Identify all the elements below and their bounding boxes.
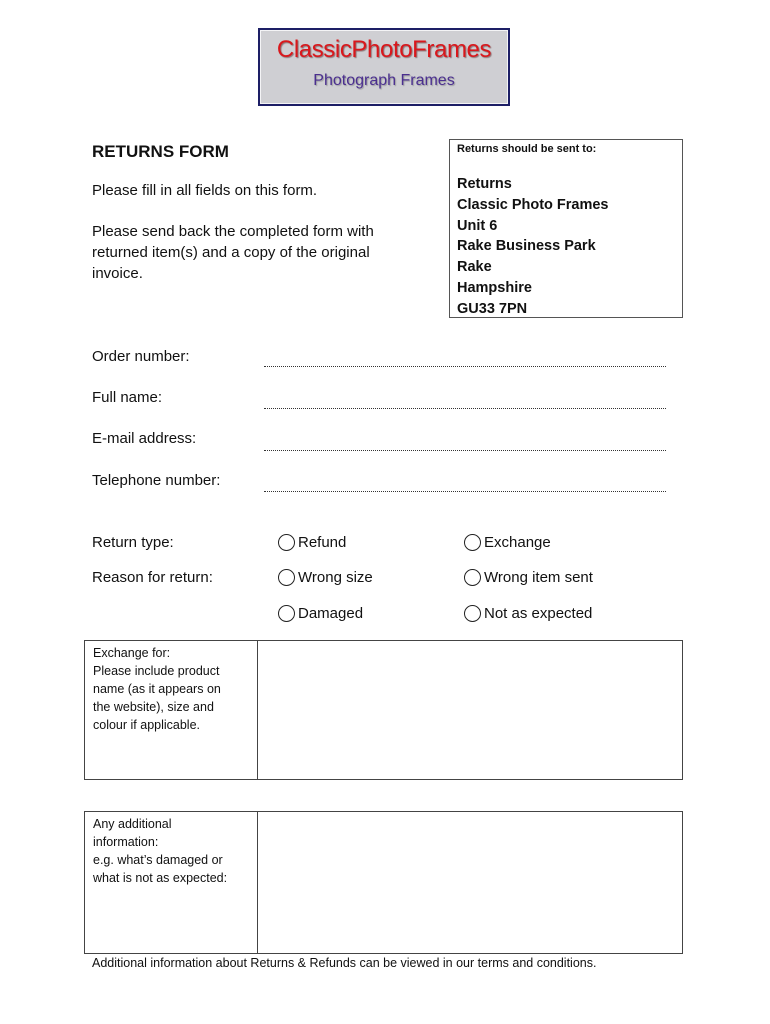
logo-title: ClassicPhotoFrames [276,36,492,63]
company-logo [258,28,510,106]
radio-circle-icon[interactable] [464,605,481,622]
instruction-fill-fields: Please fill in all fields on this form. [92,182,318,199]
exchange-for-input[interactable] [258,641,682,779]
radio-circle-icon[interactable] [278,569,295,586]
return-address-box [449,139,683,318]
footer-note: Additional information about Returns & Refunds can be viewed in our terms and conditions. [92,956,597,970]
order-number-field[interactable] [264,366,666,367]
radio-wrong-item[interactable] [464,569,593,586]
additional-line: e.g. what’s damaged or [93,853,223,867]
order-number-label: Order number: [92,348,190,365]
address-line: Rake Business Park [457,238,596,255]
radio-circle-icon[interactable] [464,534,481,551]
address-line: Returns [457,176,512,192]
exchange-line: colour if applicable. [93,718,201,732]
radio-circle-icon[interactable] [464,569,481,586]
address-line: Unit 6 [457,217,498,234]
radio-circle-icon[interactable] [278,605,295,622]
radio-circle-icon[interactable] [278,534,295,551]
additional-info-table [84,811,683,954]
telephone-field[interactable] [264,491,666,492]
full-name-label: Full name: [92,389,163,406]
additional-info-input[interactable] [258,812,682,953]
radio-not-as-expected[interactable] [464,605,592,622]
logo-subtitle: Photograph Frames [313,72,455,89]
radio-wrong-size[interactable] [278,569,373,586]
return-type-label: Return type: [92,534,174,551]
radio-not-as-expected-label: Not as expected [484,605,593,622]
email-label: E-mail address: [92,430,197,447]
radio-exchange[interactable] [464,534,551,551]
radio-damaged-label: Damaged [298,605,364,622]
radio-damaged[interactable] [278,605,363,622]
exchange-line: Please include product [93,664,220,678]
address-line: Rake [457,259,492,276]
additional-info-instructions [93,815,253,887]
address-line: Classic Photo Frames [457,196,609,213]
instruction-send-back: Please send back the completed form with returned item(s) and a copy of the original invoice. [92,223,374,282]
exchange-line: Exchange for: [93,646,171,660]
telephone-label: Telephone number: [92,472,221,489]
additional-line: Any additional [93,817,172,831]
return-address-heading: Returns should be sent to: [457,143,597,155]
exchange-line: the website), size and [93,700,214,714]
email-field[interactable] [264,450,666,451]
additional-line: what is not as expected: [93,871,228,885]
full-name-field[interactable] [264,408,666,409]
radio-wrong-item-label: Wrong item sent [484,569,593,586]
radio-wrong-size-label: Wrong size [298,569,373,586]
exchange-for-table [84,640,683,780]
exchange-line: name (as it appears on [93,682,221,696]
radio-refund[interactable] [278,534,346,551]
address-line: Hampshire [457,279,532,296]
form-title: RETURNS FORM [92,142,229,161]
reason-label: Reason for return: [92,569,213,586]
radio-exchange-label: Exchange [484,534,551,551]
exchange-for-instructions [93,644,253,734]
radio-refund-label: Refund [298,534,347,551]
additional-line: information: [93,835,159,849]
address-line: GU33 7PN [457,300,528,317]
return-address [457,174,609,320]
